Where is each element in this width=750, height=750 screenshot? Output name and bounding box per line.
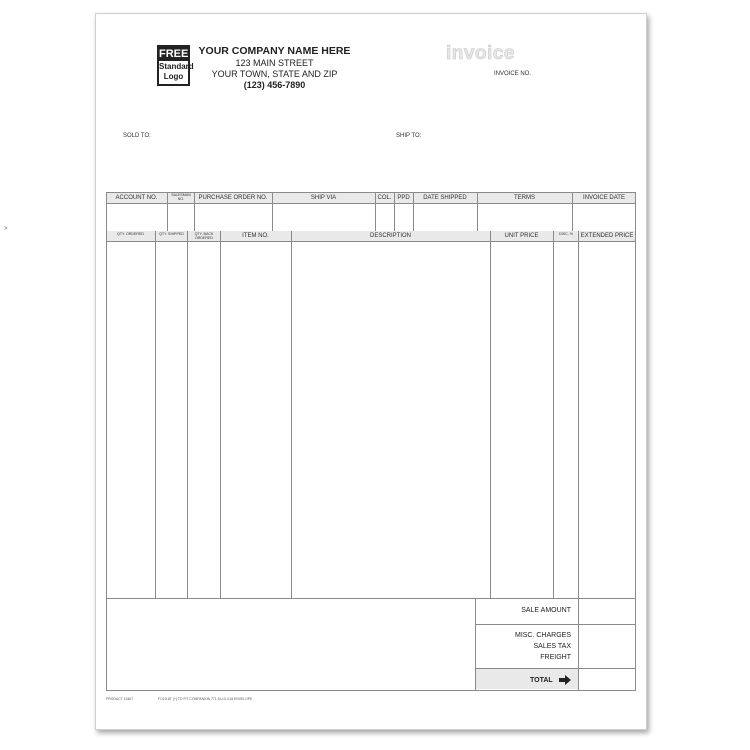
product-code: PRODUCT 13467 xyxy=(106,697,134,701)
fold-note: FOLD AT (+) TO FIT COMPANION 771 DU-G-016 ENVELOPE xyxy=(158,697,253,701)
header-terms: TERMS xyxy=(514,195,535,201)
rule xyxy=(220,231,221,599)
header-ppd: PPD xyxy=(397,195,410,201)
header-unit-price: UNIT PRICE xyxy=(504,233,539,239)
rule xyxy=(106,241,636,242)
company-block xyxy=(192,45,357,91)
rule xyxy=(553,231,554,599)
sale-amount-label: SALE AMOUNT xyxy=(521,607,571,614)
header-extended-price: EXTENDED PRICE xyxy=(580,233,634,239)
header-qty-ordered: QTY. ORDERED xyxy=(117,232,144,236)
header-account-no: ACCOUNT NO. xyxy=(115,195,158,201)
logo-standard-text xyxy=(159,62,194,82)
invoice-no-label: INVOICE NO. xyxy=(494,71,532,77)
header-qty-shipped: QTY. SHIPPED xyxy=(159,232,184,236)
total-label: TOTAL xyxy=(530,677,553,684)
invoice-form xyxy=(95,13,647,730)
header-item-no: ITEM NO. xyxy=(242,233,269,239)
rule xyxy=(106,203,636,204)
company-name: YOUR COMPANY NAME HERE xyxy=(198,45,351,57)
sold-to-label: SOLD TO: xyxy=(123,133,151,139)
rule xyxy=(155,231,156,599)
header-date-shipped: DATE SHIPPED xyxy=(423,195,467,201)
header-qty-back-ordered: QTY. BACK ORDERED xyxy=(194,232,214,240)
header-purchase-order-no: PURCHASE ORDER NO. xyxy=(198,195,268,201)
fold-marker: > xyxy=(4,226,8,232)
header-ship-via: SHIP VIA xyxy=(310,195,337,201)
rule xyxy=(475,624,636,625)
rule xyxy=(490,231,491,599)
header-salesman-no: SALESMAN NO. xyxy=(171,193,191,201)
rule xyxy=(187,231,188,599)
rule xyxy=(635,231,636,690)
arrow-right-icon xyxy=(559,675,571,685)
header-invoice-date: INVOICE DATE xyxy=(583,195,625,201)
rule xyxy=(106,598,636,599)
freight-label: FREIGHT xyxy=(540,654,571,661)
rule xyxy=(578,231,579,690)
free-standard-logo xyxy=(157,45,194,86)
misc-charges-label: MISC. CHARGES xyxy=(514,632,571,639)
header-description: DESCRIPTION xyxy=(369,233,411,239)
invoice-title: invoice xyxy=(446,43,515,64)
rule xyxy=(291,231,292,599)
company-street: 123 MAIN STREET xyxy=(235,58,314,68)
header-disc: DISC. % xyxy=(559,232,573,236)
header-col: COL. xyxy=(377,195,392,201)
rule xyxy=(106,690,636,691)
logo-free-text: FREE xyxy=(159,48,189,60)
company-city: YOUR TOWN, STATE AND ZIP xyxy=(211,69,338,79)
rule xyxy=(106,231,107,690)
company-phone: (123) 456-7890 xyxy=(243,80,306,90)
logo-standard-line2: Logo xyxy=(163,72,184,81)
logo-standard-line1: Standard xyxy=(159,62,194,71)
ship-to-label: SHIP TO: xyxy=(396,133,422,139)
sales-tax-label: SALES TAX xyxy=(533,643,571,650)
